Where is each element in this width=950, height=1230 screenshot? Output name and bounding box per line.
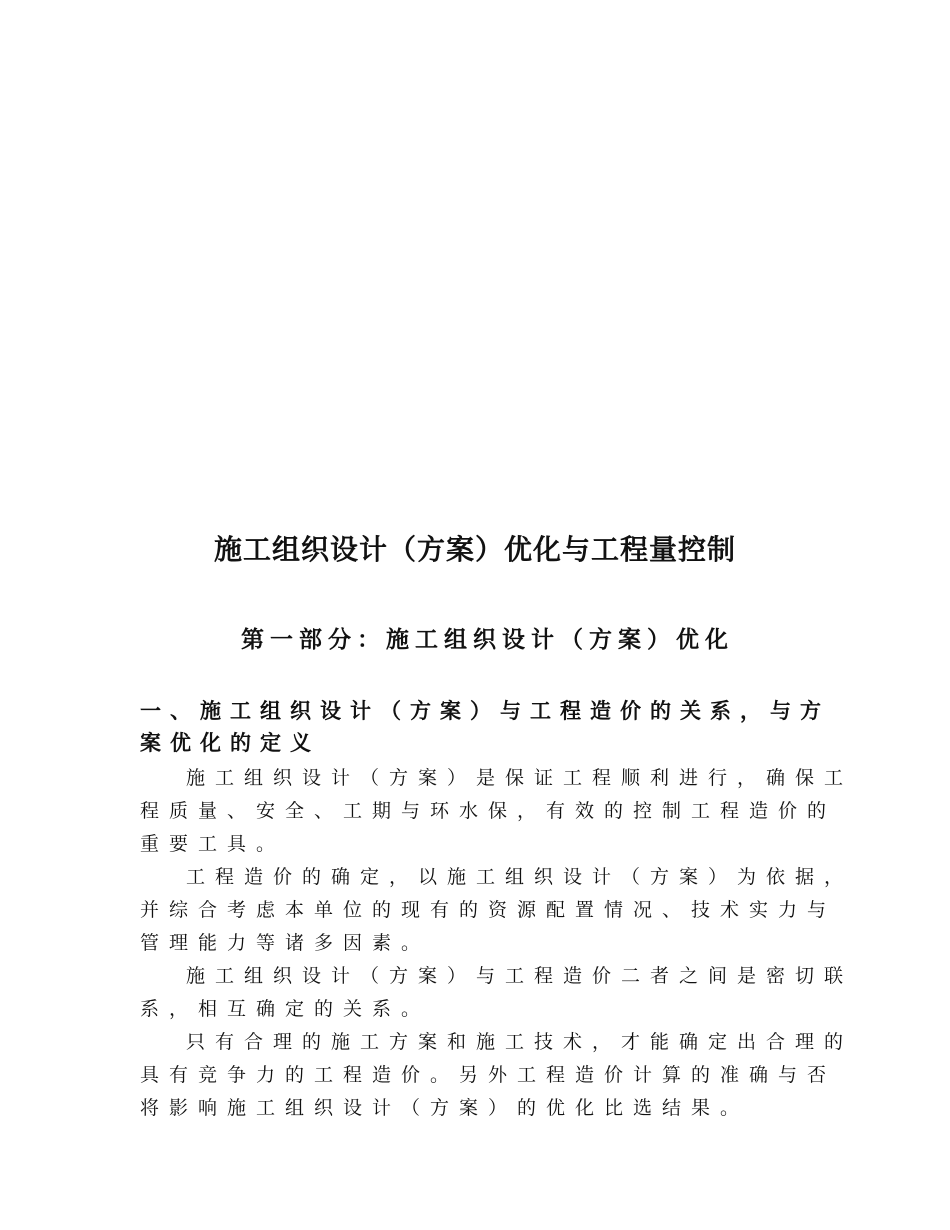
document-body [140,762,860,1125]
paragraph-1: 施工组织设计（方案）是保证工程顺利进行，确保工程质量、安全、工期与环水保，有效的控制工程造价的重要工具。 [140,767,854,855]
part-title: 第一部分：施工组织设计（方案）优化 [241,627,734,653]
paragraph-3: 施工组织设计（方案）与工程造价二者之间是密切联系，相互确定的关系。 [140,965,854,1020]
section-heading: 一、施工组织设计（方案）与工程造价的关系，与方案优化的定义 [140,699,830,755]
paragraph-2: 工程造价的确定，以施工组织设计（方案）为依据，并综合考虑本单位的现有的资源配置情况、技术实力与管理能力等诸多因素。 [140,866,854,954]
document-title: 施工组织设计（方案）优化与工程量控制 [213,533,736,566]
paragraph-4: 只有合理的施工方案和施工技术，才能确定出合理的具有竞争力的工程造价。另外工程造价计算的准确与否将影响施工组织设计（方案）的优化比选结果。 [140,1031,854,1119]
